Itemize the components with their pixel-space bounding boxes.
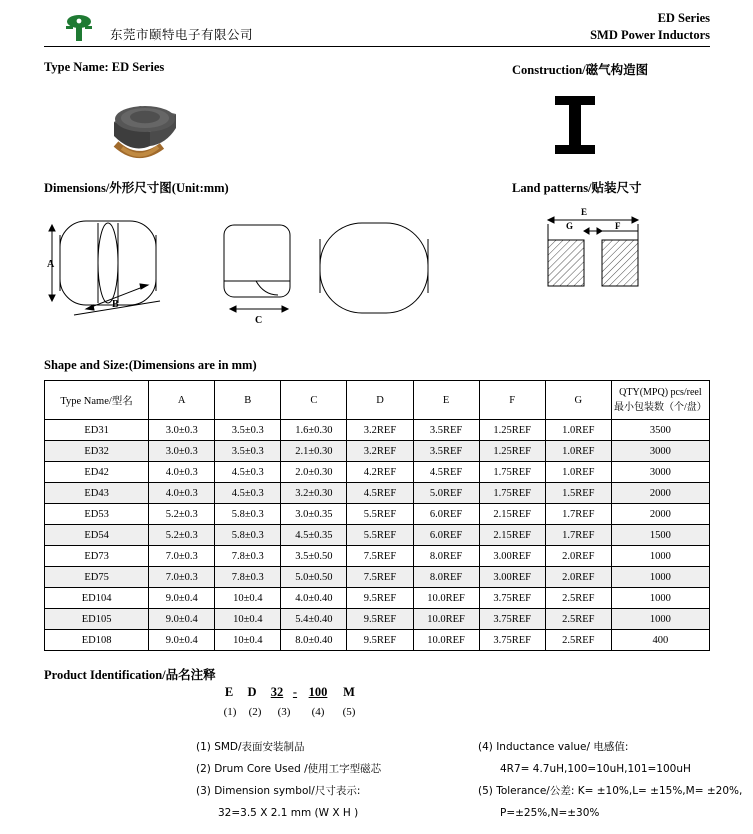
cell-type-name: ED104 [45, 588, 149, 609]
table-row [45, 630, 710, 651]
cell-value: 1.25REF [479, 441, 545, 462]
cell-value: 1.5REF [545, 483, 611, 504]
cell-value: 3.0±0.35 [281, 504, 347, 525]
cell-value: 3.0±0.3 [149, 441, 215, 462]
cell-value: 10.0REF [413, 630, 479, 651]
code-index-2: (2) [248, 706, 262, 718]
identification-notes-right [478, 736, 753, 824]
cell-value: 1.0REF [545, 462, 611, 483]
code-index-4: (4) [311, 706, 325, 718]
code-part-2: D [247, 685, 257, 699]
cell-value: 1.7REF [545, 525, 611, 546]
th-qty-line2: 最小包装数（个/盘） [614, 402, 707, 413]
cell-value: 1.7REF [545, 504, 611, 525]
note-left-1: (1) SMD/表面安装制品 [196, 741, 305, 753]
identification-notes-left [196, 736, 476, 824]
cell-value: 3000 [611, 441, 709, 462]
table-row [45, 462, 710, 483]
cell-value: 10.0REF [413, 609, 479, 630]
cell-value: 5.4±0.40 [281, 609, 347, 630]
cell-value: 5.5REF [347, 525, 413, 546]
table-row [45, 441, 710, 462]
land-label-g: G [566, 221, 574, 231]
cell-value: 2.1±0.30 [281, 441, 347, 462]
cell-value: 5.8±0.3 [215, 525, 281, 546]
cell-value: 5.2±0.3 [149, 504, 215, 525]
land-label-e: E [581, 207, 588, 217]
code-part-1: E [224, 685, 234, 699]
cell-value: 7.8±0.3 [215, 546, 281, 567]
header-series-block [590, 10, 710, 44]
series-subtitle: SMD Power Inductors [590, 28, 710, 42]
part-number-code [200, 685, 380, 700]
th-b: B [215, 381, 281, 420]
table-row [45, 567, 710, 588]
note-right-2: 4R7= 4.7uH,100=10uH,101=100uH [500, 763, 691, 775]
cell-value: 4.5±0.3 [215, 462, 281, 483]
cell-value: 7.5REF [347, 567, 413, 588]
cell-value: 4.0±0.3 [149, 462, 215, 483]
cell-value: 9.5REF [347, 588, 413, 609]
cell-value: 6.0REF [413, 525, 479, 546]
dim-label-a: A [47, 259, 55, 270]
cell-value: 8.0±0.40 [281, 630, 347, 651]
cell-value: 4.5±0.35 [281, 525, 347, 546]
cell-value: 1000 [611, 567, 709, 588]
table-row [45, 609, 710, 630]
cell-type-name: ED108 [45, 630, 149, 651]
th-c: C [281, 381, 347, 420]
th-f: F [479, 381, 545, 420]
cell-value: 3.2REF [347, 441, 413, 462]
table-row [45, 588, 710, 609]
cell-value: 9.0±0.4 [149, 630, 215, 651]
table-row [45, 525, 710, 546]
cell-value: 1000 [611, 609, 709, 630]
code-part-3: 32 [270, 685, 284, 699]
cell-value: 10±0.4 [215, 609, 281, 630]
cell-value: 8.0REF [413, 546, 479, 567]
cell-value: 9.0±0.4 [149, 588, 215, 609]
cell-value: 1.75REF [479, 483, 545, 504]
cell-value: 5.5REF [347, 504, 413, 525]
cell-value: 3.2REF [347, 420, 413, 441]
th-qty-line1: QTY(MPQ) pcs/reel [619, 387, 702, 398]
cell-value: 3.5REF [413, 441, 479, 462]
part-number-indices [200, 706, 380, 718]
cell-type-name: ED73 [45, 546, 149, 567]
cell-type-name: ED75 [45, 567, 149, 588]
code-part-5: M [343, 685, 355, 699]
page-header [44, 8, 710, 48]
dim-label-c: C [255, 315, 263, 326]
series-title: ED Series [657, 11, 710, 25]
th-e: E [413, 381, 479, 420]
land-label-f: F [615, 221, 621, 231]
cell-value: 9.5REF [347, 609, 413, 630]
section-title-dimensions: Dimensions/外形尺寸图(Unit:mm) [44, 181, 229, 195]
cell-value: 400 [611, 630, 709, 651]
code-index-1: (1) [223, 706, 237, 718]
cell-value: 8.0REF [413, 567, 479, 588]
note-right-1: (4) Inductance value/ 电感值: [478, 741, 629, 753]
cell-value: 4.0±0.3 [149, 483, 215, 504]
cell-value: 9.0±0.4 [149, 609, 215, 630]
cell-value: 2.5REF [545, 588, 611, 609]
cell-value: 3.75REF [479, 609, 545, 630]
cell-value: 5.8±0.3 [215, 504, 281, 525]
cell-value: 4.5REF [347, 483, 413, 504]
cell-value: 2000 [611, 504, 709, 525]
land-pattern-drawing [520, 198, 700, 308]
th-g: G [545, 381, 611, 420]
cell-value: 3.5±0.50 [281, 546, 347, 567]
cell-type-name: ED31 [45, 420, 149, 441]
section-title-type-name: Type Name: ED Series [44, 60, 165, 74]
cell-value: 2.5REF [545, 630, 611, 651]
cell-value: 4.5REF [413, 462, 479, 483]
company-logo-icon [60, 14, 98, 44]
note-right-4: P=±25%,N=±30% [500, 807, 600, 819]
cell-value: 10.0REF [413, 588, 479, 609]
cell-value: 2.15REF [479, 504, 545, 525]
section-title-land-patterns: Land patterns/贴装尺寸 [512, 181, 642, 195]
table-row [45, 504, 710, 525]
cell-type-name: ED54 [45, 525, 149, 546]
section-title-shape-size: Shape and Size:(Dimensions are in mm) [44, 358, 257, 372]
th-d: D [347, 381, 413, 420]
cell-value: 2.0REF [545, 546, 611, 567]
note-left-2: (2) Drum Core Used /使用工字型磁芯 [196, 763, 382, 775]
cell-value: 3.2±0.30 [281, 483, 347, 504]
cell-value: 4.0±0.40 [281, 588, 347, 609]
table-row [45, 420, 710, 441]
section-title-product-identification: Product Identification/品名注释 [44, 668, 216, 682]
cell-value: 1.0REF [545, 441, 611, 462]
cell-value: 3.00REF [479, 546, 545, 567]
cell-value: 5.2±0.3 [149, 525, 215, 546]
company-name: 东莞市颐特电子有限公司 [110, 27, 254, 42]
cell-value: 9.5REF [347, 630, 413, 651]
cell-value: 2.0±0.30 [281, 462, 347, 483]
cell-value: 5.0±0.50 [281, 567, 347, 588]
cell-value: 3.75REF [479, 630, 545, 651]
cell-value: 7.0±0.3 [149, 567, 215, 588]
header-divider [44, 46, 710, 47]
th-a: A [149, 381, 215, 420]
note-right-3: (5) Tolerance/公差: K= ±10%,L= ±15%,M= ±20%, [478, 785, 743, 797]
cell-value: 1000 [611, 546, 709, 567]
cell-value: 2.0REF [545, 567, 611, 588]
cell-value: 3.5REF [413, 420, 479, 441]
code-index-3: (3) [277, 706, 291, 718]
cell-value: 3.00REF [479, 567, 545, 588]
cell-value: 5.0REF [413, 483, 479, 504]
cell-value: 3.0±0.3 [149, 420, 215, 441]
code-part-dash: - [292, 685, 298, 699]
cell-value: 6.0REF [413, 504, 479, 525]
cell-value: 3.75REF [479, 588, 545, 609]
cell-value: 1.25REF [479, 420, 545, 441]
cell-type-name: ED43 [45, 483, 149, 504]
cell-value: 1500 [611, 525, 709, 546]
table-row [45, 546, 710, 567]
dimension-drawings [44, 205, 464, 330]
code-index-5: (5) [342, 706, 356, 718]
construction-drawing [545, 92, 605, 160]
cell-value: 7.5REF [347, 546, 413, 567]
cell-type-name: ED105 [45, 609, 149, 630]
table-row [45, 483, 710, 504]
cell-value: 1.0REF [545, 420, 611, 441]
cell-type-name: ED32 [45, 441, 149, 462]
dim-label-b: B [112, 299, 119, 310]
code-part-4: 100 [308, 685, 328, 699]
cell-value: 1.75REF [479, 462, 545, 483]
cell-value: 7.8±0.3 [215, 567, 281, 588]
cell-value: 2000 [611, 483, 709, 504]
cell-value: 2.5REF [545, 609, 611, 630]
cell-value: 10±0.4 [215, 588, 281, 609]
cell-value: 3.5±0.3 [215, 420, 281, 441]
cell-value: 4.2REF [347, 462, 413, 483]
cell-value: 2.15REF [479, 525, 545, 546]
cell-value: 4.5±0.3 [215, 483, 281, 504]
product-photo [88, 88, 192, 170]
cell-value: 1000 [611, 588, 709, 609]
th-qty [611, 381, 709, 420]
cell-value: 3500 [611, 420, 709, 441]
th-type-name: Type Name/型名 [45, 381, 149, 420]
cell-type-name: ED42 [45, 462, 149, 483]
note-left-3: (3) Dimension symbol/尺寸表示: [196, 785, 361, 797]
cell-value: 1.6±0.30 [281, 420, 347, 441]
cell-value: 3.5±0.3 [215, 441, 281, 462]
cell-value: 10±0.4 [215, 630, 281, 651]
cell-value: 3000 [611, 462, 709, 483]
section-title-construction: Construction/磁气构造图 [512, 63, 649, 77]
cell-value: 7.0±0.3 [149, 546, 215, 567]
cell-type-name: ED53 [45, 504, 149, 525]
note-left-4: 32=3.5 X 2.1 mm (W X H ) [218, 807, 359, 819]
specification-table [44, 380, 710, 651]
table-header-row [45, 381, 710, 420]
